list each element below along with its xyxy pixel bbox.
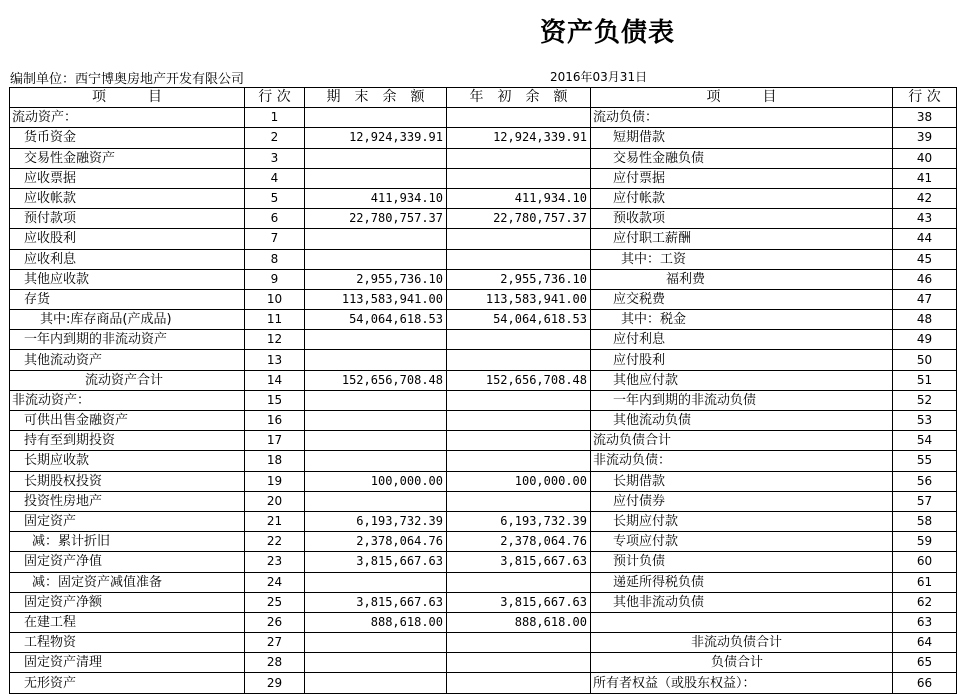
left-line-cell: 3 xyxy=(245,148,305,168)
right-item-cell: 应付票据 xyxy=(591,168,893,188)
right-item-cell: 长期应付款 xyxy=(591,511,893,531)
table-row xyxy=(10,673,957,693)
left-line-cell: 21 xyxy=(245,511,305,531)
end-balance-cell: 100,000.00 xyxy=(305,471,447,491)
right-item-cell: 应付债券 xyxy=(591,491,893,511)
left-item-cell: 固定资产净值 xyxy=(10,552,245,572)
left-line-cell: 7 xyxy=(245,229,305,249)
begin-balance-cell xyxy=(447,491,591,511)
right-item-cell: 流动负债合计 xyxy=(591,431,893,451)
right-item-cell: 所有者权益（或股东权益）： xyxy=(591,673,893,693)
begin-balance-cell: 888,618.00 xyxy=(447,612,591,632)
left-line-cell: 23 xyxy=(245,552,305,572)
right-line-cell: 52 xyxy=(893,390,957,410)
end-balance-cell xyxy=(305,451,447,471)
begin-balance-cell: 113,583,941.00 xyxy=(447,289,591,309)
right-line-cell: 51 xyxy=(893,370,957,390)
left-line-cell: 9 xyxy=(245,269,305,289)
end-balance-cell: 12,924,339.91 xyxy=(305,128,447,148)
end-balance-cell: 411,934.10 xyxy=(305,188,447,208)
right-line-cell: 65 xyxy=(893,653,957,673)
right-line-cell: 58 xyxy=(893,511,957,531)
end-balance-cell: 22,780,757.37 xyxy=(305,209,447,229)
right-line-cell: 42 xyxy=(893,188,957,208)
table-row xyxy=(10,592,957,612)
page-title: 资产负债表 xyxy=(539,18,675,48)
right-item-cell: 其中：税金 xyxy=(591,310,893,330)
right-item-cell: 应付利息 xyxy=(591,330,893,350)
right-item-cell: 预收款项 xyxy=(591,209,893,229)
left-line-cell: 26 xyxy=(245,612,305,632)
table-row xyxy=(10,168,957,188)
table-row xyxy=(10,128,957,148)
right-line-cell: 55 xyxy=(893,451,957,471)
table-row xyxy=(10,411,957,431)
balance-sheet-table xyxy=(9,87,957,694)
right-item-cell: 福利费 xyxy=(591,269,893,289)
begin-balance-cell xyxy=(447,330,591,350)
right-item-cell: 其他非流动负债 xyxy=(591,592,893,612)
table-row xyxy=(10,653,957,673)
left-item-cell: 非流动资产： xyxy=(10,390,245,410)
company-unit: 编制单位：西宁博奥房地产开发有限公司 xyxy=(10,72,245,87)
right-line-cell: 43 xyxy=(893,209,957,229)
table-row xyxy=(10,249,957,269)
left-line-cell: 17 xyxy=(245,431,305,451)
left-item-cell: 长期股权投资 xyxy=(10,471,245,491)
table-row xyxy=(10,188,957,208)
table-row xyxy=(10,511,957,531)
left-item-cell: 存货 xyxy=(10,289,245,309)
end-balance-cell: 3,815,667.63 xyxy=(305,592,447,612)
left-line-cell: 27 xyxy=(245,633,305,653)
right-item-cell: 应付职工薪酬 xyxy=(591,229,893,249)
left-line-cell: 5 xyxy=(245,188,305,208)
end-balance-cell xyxy=(305,330,447,350)
end-balance-cell: 54,064,618.53 xyxy=(305,310,447,330)
begin-balance-cell: 3,815,667.63 xyxy=(447,592,591,612)
right-item-cell: 专项应付款 xyxy=(591,532,893,552)
header-line-left: 行 次 xyxy=(245,88,305,108)
right-line-cell: 47 xyxy=(893,289,957,309)
left-line-cell: 16 xyxy=(245,411,305,431)
right-line-cell: 41 xyxy=(893,168,957,188)
end-balance-cell xyxy=(305,168,447,188)
right-line-cell: 50 xyxy=(893,350,957,370)
right-item-cell xyxy=(591,612,893,632)
right-item-cell: 短期借款 xyxy=(591,128,893,148)
right-line-cell: 54 xyxy=(893,431,957,451)
end-balance-cell: 113,583,941.00 xyxy=(305,289,447,309)
end-balance-cell: 2,378,064.76 xyxy=(305,532,447,552)
right-item-cell: 应交税费 xyxy=(591,289,893,309)
end-balance-cell xyxy=(305,108,447,128)
header-end-balance: 期 末 余 额 xyxy=(305,88,447,108)
left-line-cell: 13 xyxy=(245,350,305,370)
begin-balance-cell xyxy=(447,168,591,188)
left-item-cell: 应收帐款 xyxy=(10,188,245,208)
begin-balance-cell xyxy=(447,451,591,471)
right-item-cell: 其他流动负债 xyxy=(591,411,893,431)
left-item-cell: 减：固定资产减值准备 xyxy=(10,572,245,592)
end-balance-cell: 152,656,708.48 xyxy=(305,370,447,390)
right-item-cell: 长期借款 xyxy=(591,471,893,491)
end-balance-cell xyxy=(305,249,447,269)
right-line-cell: 57 xyxy=(893,491,957,511)
left-line-cell: 14 xyxy=(245,370,305,390)
end-balance-cell xyxy=(305,148,447,168)
table-row xyxy=(10,471,957,491)
table-row xyxy=(10,310,957,330)
end-balance-cell: 2,955,736.10 xyxy=(305,269,447,289)
table-row xyxy=(10,148,957,168)
left-item-cell: 持有至到期投资 xyxy=(10,431,245,451)
left-item-cell: 固定资产净额 xyxy=(10,592,245,612)
begin-balance-cell xyxy=(447,108,591,128)
left-item-cell: 流动资产合计 xyxy=(10,370,245,390)
table-row xyxy=(10,370,957,390)
table-row xyxy=(10,229,957,249)
right-line-cell: 59 xyxy=(893,532,957,552)
left-item-cell: 长期应收款 xyxy=(10,451,245,471)
begin-balance-cell: 100,000.00 xyxy=(447,471,591,491)
begin-balance-cell xyxy=(447,673,591,693)
table-row xyxy=(10,491,957,511)
right-item-cell: 一年内到期的非流动负债 xyxy=(591,390,893,410)
table-row xyxy=(10,552,957,572)
left-line-cell: 11 xyxy=(245,310,305,330)
left-line-cell: 28 xyxy=(245,653,305,673)
left-line-cell: 2 xyxy=(245,128,305,148)
right-line-cell: 61 xyxy=(893,572,957,592)
begin-balance-cell xyxy=(447,249,591,269)
left-item-cell: 固定资产清理 xyxy=(10,653,245,673)
end-balance-cell xyxy=(305,673,447,693)
begin-balance-cell xyxy=(447,229,591,249)
right-line-cell: 66 xyxy=(893,673,957,693)
left-line-cell: 22 xyxy=(245,532,305,552)
right-item-cell: 负债合计 xyxy=(591,653,893,673)
header-begin-balance: 年 初 余 额 xyxy=(447,88,591,108)
begin-balance-cell: 2,955,736.10 xyxy=(447,269,591,289)
left-line-cell: 25 xyxy=(245,592,305,612)
end-balance-cell xyxy=(305,390,447,410)
table-row xyxy=(10,451,957,471)
end-balance-cell xyxy=(305,633,447,653)
left-line-cell: 20 xyxy=(245,491,305,511)
begin-balance-cell xyxy=(447,390,591,410)
right-item-cell: 预计负债 xyxy=(591,552,893,572)
begin-balance-cell: 54,064,618.53 xyxy=(447,310,591,330)
begin-balance-cell: 22,780,757.37 xyxy=(447,209,591,229)
right-line-cell: 44 xyxy=(893,229,957,249)
left-item-cell: 交易性金融资产 xyxy=(10,148,245,168)
begin-balance-cell xyxy=(447,148,591,168)
left-item-cell: 其他应收款 xyxy=(10,269,245,289)
table-row xyxy=(10,390,957,410)
right-item-cell: 其他应付款 xyxy=(591,370,893,390)
left-item-cell: 流动资产： xyxy=(10,108,245,128)
left-item-cell: 可供出售金融资产 xyxy=(10,411,245,431)
begin-balance-cell: 152,656,708.48 xyxy=(447,370,591,390)
begin-balance-cell xyxy=(447,431,591,451)
left-line-cell: 10 xyxy=(245,289,305,309)
table-row xyxy=(10,289,957,309)
table-row xyxy=(10,532,957,552)
left-line-cell: 6 xyxy=(245,209,305,229)
left-item-cell: 应收票据 xyxy=(10,168,245,188)
left-item-cell: 工程物资 xyxy=(10,633,245,653)
begin-balance-cell xyxy=(447,411,591,431)
right-line-cell: 45 xyxy=(893,249,957,269)
table-row xyxy=(10,108,957,128)
right-line-cell: 38 xyxy=(893,108,957,128)
table-row xyxy=(10,633,957,653)
left-item-cell: 应收股利 xyxy=(10,229,245,249)
right-line-cell: 63 xyxy=(893,612,957,632)
header-item-right: 项 目 xyxy=(591,88,893,108)
left-item-cell: 减：累计折旧 xyxy=(10,532,245,552)
left-item-cell: 在建工程 xyxy=(10,612,245,632)
right-line-cell: 48 xyxy=(893,310,957,330)
right-line-cell: 62 xyxy=(893,592,957,612)
right-item-cell: 交易性金融负债 xyxy=(591,148,893,168)
right-item-cell: 应付帐款 xyxy=(591,188,893,208)
end-balance-cell: 6,193,732.39 xyxy=(305,511,447,531)
table-row xyxy=(10,269,957,289)
end-balance-cell xyxy=(305,491,447,511)
end-balance-cell xyxy=(305,431,447,451)
begin-balance-cell xyxy=(447,653,591,673)
table-row xyxy=(10,209,957,229)
right-line-cell: 60 xyxy=(893,552,957,572)
left-line-cell: 4 xyxy=(245,168,305,188)
left-item-cell: 货币资金 xyxy=(10,128,245,148)
begin-balance-cell xyxy=(447,350,591,370)
end-balance-cell xyxy=(305,411,447,431)
table-row xyxy=(10,350,957,370)
begin-balance-cell: 3,815,667.63 xyxy=(447,552,591,572)
right-item-cell: 其中：工资 xyxy=(591,249,893,269)
report-date: 2016年03月31日 xyxy=(550,70,648,84)
begin-balance-cell xyxy=(447,572,591,592)
left-line-cell: 1 xyxy=(245,108,305,128)
end-balance-cell xyxy=(305,653,447,673)
left-line-cell: 24 xyxy=(245,572,305,592)
end-balance-cell: 3,815,667.63 xyxy=(305,552,447,572)
end-balance-cell xyxy=(305,350,447,370)
right-item-cell: 非流动负债合计 xyxy=(591,633,893,653)
table-row xyxy=(10,612,957,632)
left-item-cell: 无形资产 xyxy=(10,673,245,693)
left-item-cell: 固定资产 xyxy=(10,511,245,531)
left-line-cell: 15 xyxy=(245,390,305,410)
table-row xyxy=(10,330,957,350)
left-item-cell: 投资性房地产 xyxy=(10,491,245,511)
begin-balance-cell: 411,934.10 xyxy=(447,188,591,208)
begin-balance-cell xyxy=(447,633,591,653)
end-balance-cell xyxy=(305,572,447,592)
left-item-cell: 其中:库存商品(产成品) xyxy=(10,310,245,330)
right-line-cell: 39 xyxy=(893,128,957,148)
right-line-cell: 49 xyxy=(893,330,957,350)
header-item-left: 项 目 xyxy=(10,88,245,108)
begin-balance-cell: 12,924,339.91 xyxy=(447,128,591,148)
begin-balance-cell: 6,193,732.39 xyxy=(447,511,591,531)
right-item-cell: 流动负债： xyxy=(591,108,893,128)
right-item-cell: 非流动负债： xyxy=(591,451,893,471)
right-line-cell: 56 xyxy=(893,471,957,491)
right-line-cell: 53 xyxy=(893,411,957,431)
right-item-cell: 应付股利 xyxy=(591,350,893,370)
header-line-right: 行 次 xyxy=(893,88,957,108)
begin-balance-cell: 2,378,064.76 xyxy=(447,532,591,552)
right-line-cell: 40 xyxy=(893,148,957,168)
left-item-cell: 一年内到期的非流动资产 xyxy=(10,330,245,350)
end-balance-cell xyxy=(305,229,447,249)
right-line-cell: 64 xyxy=(893,633,957,653)
header-row xyxy=(10,88,957,108)
left-line-cell: 12 xyxy=(245,330,305,350)
left-line-cell: 8 xyxy=(245,249,305,269)
left-item-cell: 应收利息 xyxy=(10,249,245,269)
table-row xyxy=(10,431,957,451)
right-line-cell: 46 xyxy=(893,269,957,289)
table-row xyxy=(10,572,957,592)
left-line-cell: 29 xyxy=(245,673,305,693)
left-item-cell: 其他流动资产 xyxy=(10,350,245,370)
end-balance-cell: 888,618.00 xyxy=(305,612,447,632)
left-line-cell: 19 xyxy=(245,471,305,491)
right-item-cell: 递延所得税负债 xyxy=(591,572,893,592)
left-item-cell: 预付款项 xyxy=(10,209,245,229)
left-line-cell: 18 xyxy=(245,451,305,471)
